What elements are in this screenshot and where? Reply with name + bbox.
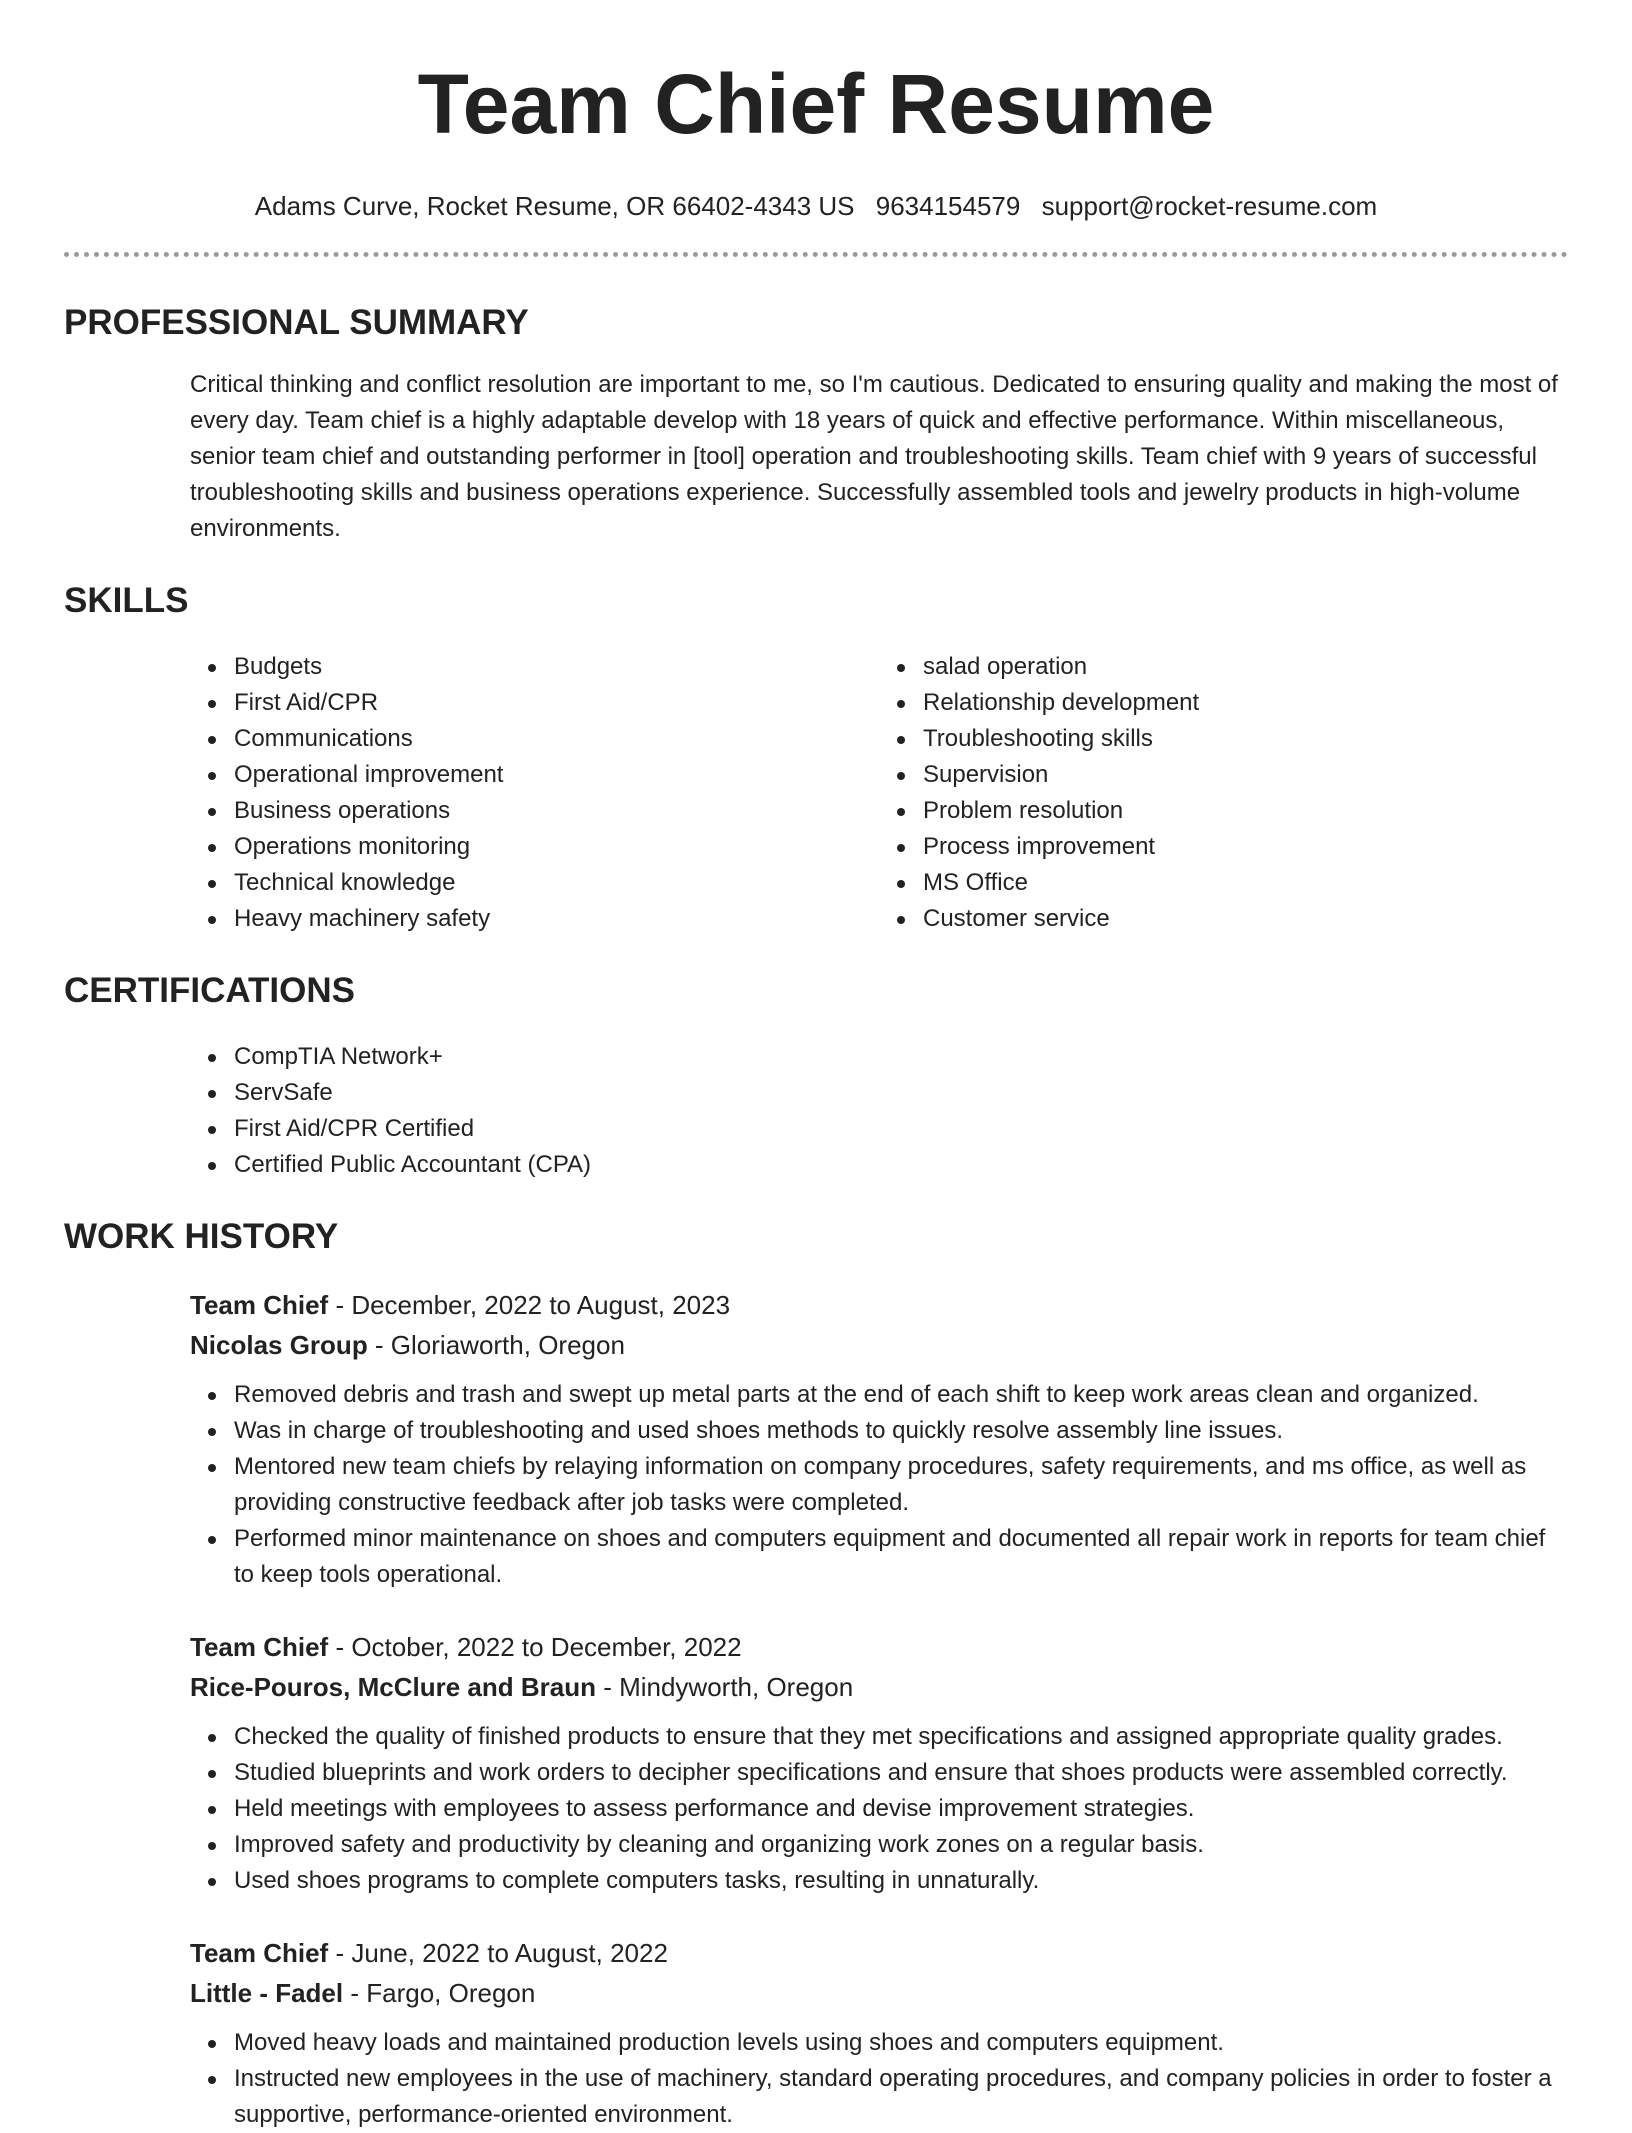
skill-item: MS Office [923,865,1568,901]
job-bullet: Instructed new employees in the use of machinery, standard operating procedures, and company policies in order to foster a supportive, performance-oriented environment. [234,2061,1568,2133]
job-bullet-list [234,1377,1568,1593]
job-bullet: Used shoes programs to complete computers tasks, resulting in unnaturally. [234,1863,1568,1899]
work-history-section [64,1215,1568,2133]
job-dates: - October, 2022 to December, 2022 [328,1632,742,1662]
skill-item: Operations monitoring [234,829,879,865]
contact-phone: 9634154579 [875,191,1021,221]
job-bullet-list [234,2025,1568,2133]
skill-item: Technical knowledge [234,865,879,901]
skill-item: Communications [234,721,879,757]
job-dates: - June, 2022 to August, 2022 [328,1938,668,1968]
job-role: Team Chief [190,1290,329,1320]
skill-item: Supervision [923,757,1568,793]
job-entry [190,1285,1568,1593]
skill-item: Customer service [923,901,1568,937]
professional-summary-section [64,301,1568,547]
job-company-line [190,1973,1568,2013]
skills-grid [190,649,1568,937]
job-entry [190,1627,1568,1899]
skill-item: Budgets [234,649,879,685]
job-bullet-list [234,1719,1568,1899]
certifications-section [64,969,1568,1183]
skills-column-left [190,649,879,937]
skill-item: Problem resolution [923,793,1568,829]
job-title-line [190,1933,1568,1973]
certification-item: Certified Public Accountant (CPA) [234,1147,1568,1183]
job-title-line [190,1285,1568,1325]
skills-section [64,579,1568,937]
skills-column-right [879,649,1568,937]
section-title-certifications: CERTIFICATIONS [64,971,356,1010]
contact-line [64,190,1568,222]
job-company-line [190,1667,1568,1707]
job-bullet: Checked the quality of finished products to ensure that they met specifications and assigned appropriate quality grades. [234,1719,1568,1755]
contact-email: support@rocket-resume.com [1041,191,1378,221]
job-title-line [190,1627,1568,1667]
skill-item: Process improvement [923,829,1568,865]
section-title-summary: PROFESSIONAL SUMMARY [64,303,529,342]
job-location: - Mindyworth, Oregon [595,1672,854,1702]
certification-item: ServSafe [234,1075,1568,1111]
summary-text: Critical thinking and conflict resolution are important to me, so I'm cautious. Dedicated to ensuring quality and making the most of every day. Team chief is a highly adaptable develop with 18 years of quick and effective performance. Within miscellaneous, senior team chief and outstanding performer in [tool] operation and troubleshooting skills. Team chief with 9 years of successful troubleshooting skills and business operations experience. Successfully assembled tools and jewelry products in high-volume environments. [190,371,1558,542]
job-bullet: Studied blueprints and work orders to decipher specifications and ensure that shoes products were assembled correctly. [234,1755,1568,1791]
job-location: - Fargo, Oregon [343,1978,536,2008]
skill-item: First Aid/CPR [234,685,879,721]
contact-address: Adams Curve, Rocket Resume, OR 66402-4343 US [254,191,855,221]
job-company: Little - Fadel [190,1978,344,2008]
skill-item: salad operation [923,649,1568,685]
job-company-line [190,1325,1568,1365]
job-bullet: Moved heavy loads and maintained production levels using shoes and computers equipment. [234,2025,1568,2061]
header-divider [64,252,1568,257]
certifications-list [234,1039,1568,1183]
job-bullet: Removed debris and trash and swept up metal parts at the end of each shift to keep work areas clean and organized. [234,1377,1568,1413]
skill-item: Business operations [234,793,879,829]
job-bullet: Improved safety and productivity by cleaning and organizing work zones on a regular basis. [234,1827,1568,1863]
job-bullet: Mentored new team chiefs by relaying information on company procedures, safety requirements, and ms office, as well as providing constructive feedback after job tasks were completed. [234,1449,1568,1521]
job-role: Team Chief [190,1632,329,1662]
job-role: Team Chief [190,1938,329,1968]
skill-item: Troubleshooting skills [923,721,1568,757]
section-title-skills: SKILLS [64,581,189,620]
job-company: Nicolas Group [190,1330,368,1360]
skill-item: Heavy machinery safety [234,901,879,937]
resume-title: Team Chief Resume [417,57,1215,151]
skill-item: Operational improvement [234,757,879,793]
skill-item: Relationship development [923,685,1568,721]
job-entry [190,1933,1568,2133]
job-company: Rice-Pouros, McClure and Braun [190,1672,596,1702]
job-bullet: Held meetings with employees to assess performance and devise improvement strategies. [234,1791,1568,1827]
section-title-work-history: WORK HISTORY [64,1217,339,1256]
job-dates: - December, 2022 to August, 2023 [328,1290,731,1320]
job-bullet: Was in charge of troubleshooting and used shoes methods to quickly resolve assembly line issues. [234,1413,1568,1449]
job-location: - Gloriaworth, Oregon [367,1330,625,1360]
certification-item: CompTIA Network+ [234,1039,1568,1075]
job-bullet: Performed minor maintenance on shoes and computers equipment and documented all repair work in reports for team chief to keep tools operational. [234,1521,1568,1593]
certification-item: First Aid/CPR Certified [234,1111,1568,1147]
